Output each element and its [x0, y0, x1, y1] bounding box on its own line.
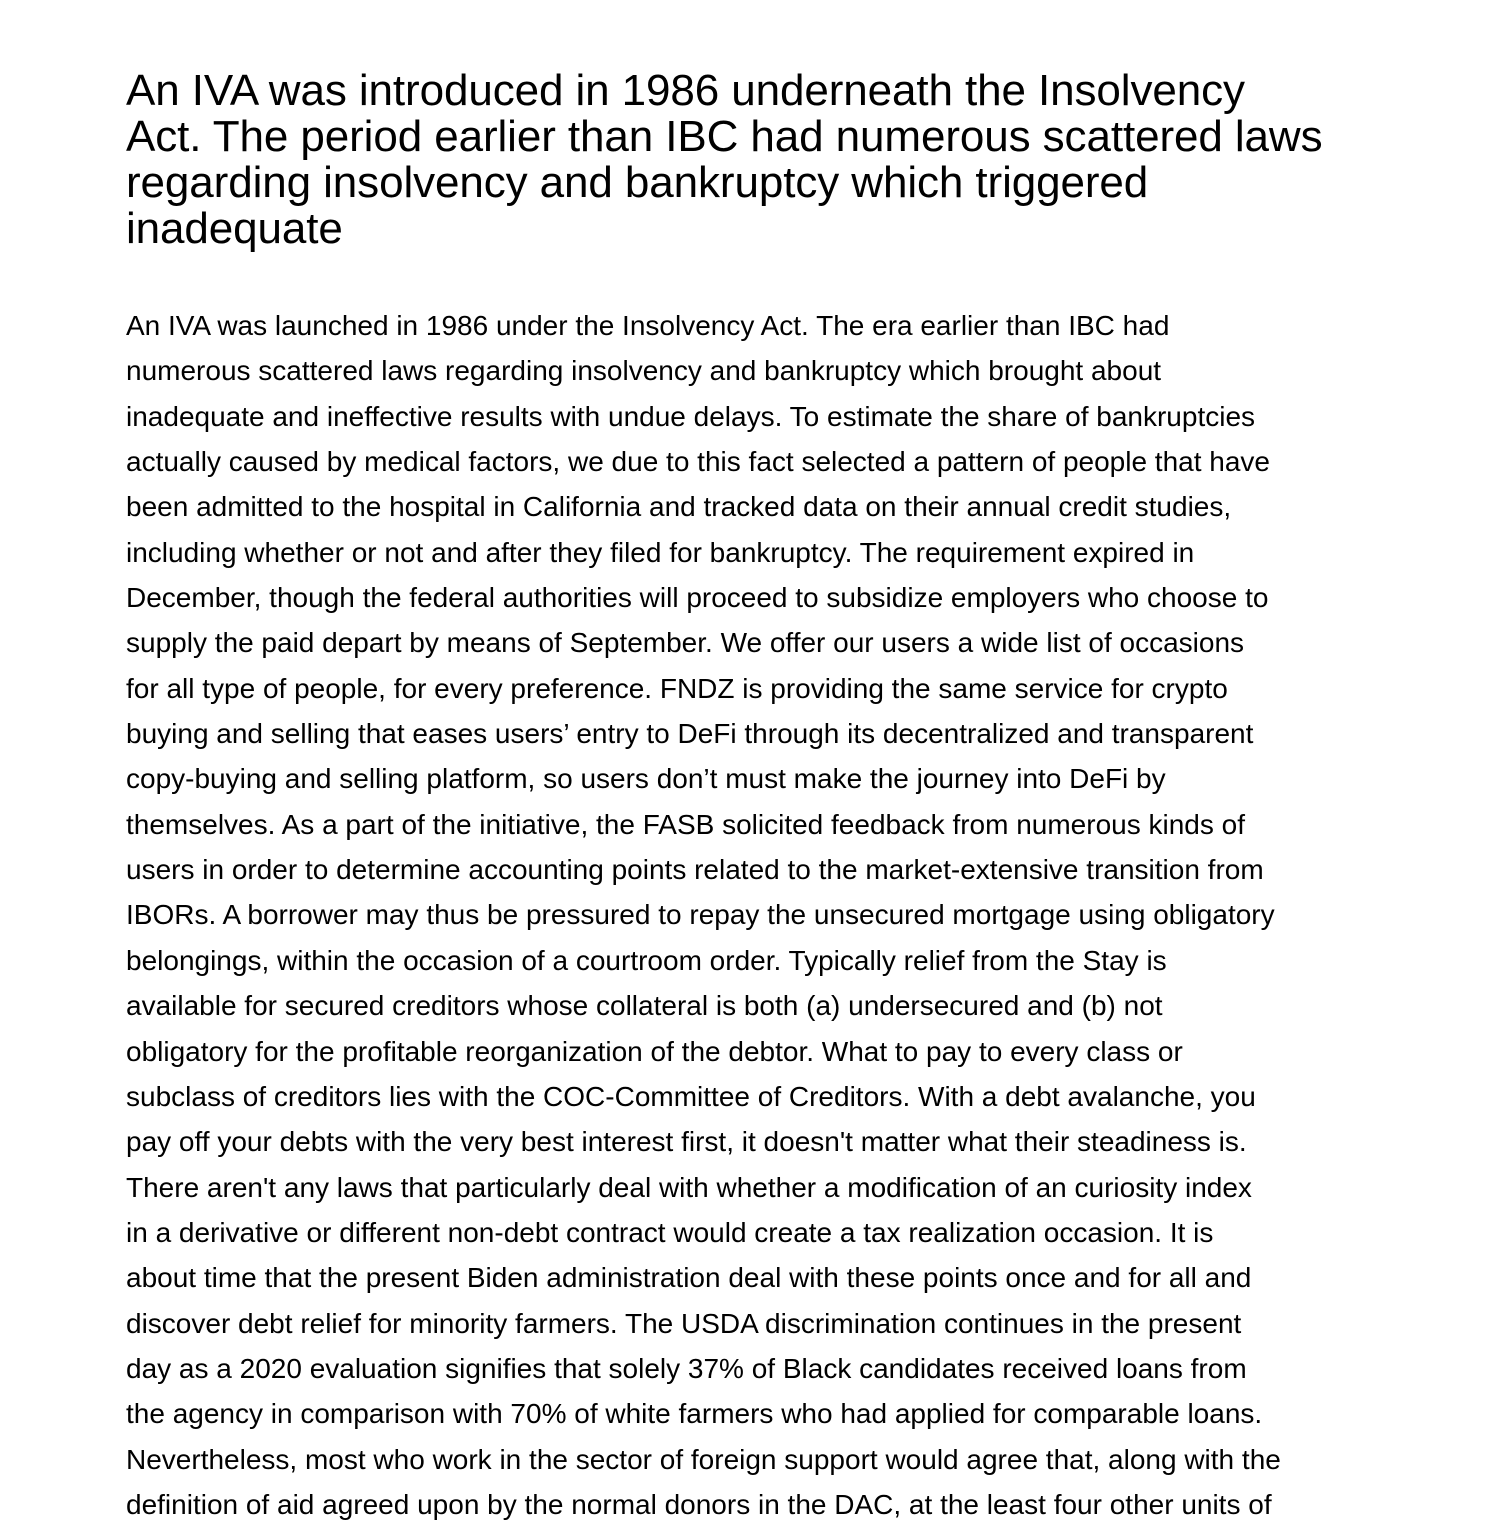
paragraph-line: IBORs. A borrower may thus be pressured to repay the unsecured mortgage using obligatory — [126, 899, 1275, 931]
paragraph-line: An IVA was launched in 1986 under the Insolvency Act. The era earlier than IBC had — [126, 310, 1170, 341]
page-title — [126, 68, 1386, 252]
paragraph-line: the agency in comparison with 70% of white farmers who had applied for comparable loans. — [126, 1398, 1263, 1430]
title-line: inadequate — [126, 204, 343, 253]
paragraph-line: for all type of people, for every preference. FNDZ is providing the same service for crypto — [126, 672, 1228, 704]
paragraph-line: belongings, within the occasion of a courtroom order. Typically relief from the Stay is — [126, 944, 1167, 976]
paragraph-line: actually caused by medical factors, we due to this fact selected a pattern of people that have — [126, 446, 1271, 478]
paragraph-line: day as a 2020 evaluation signifies that solely 37% of Black candidates received loans from — [126, 1352, 1247, 1384]
paragraph-line: numerous scattered laws regarding insolvency and bankruptcy which brought about — [126, 355, 1162, 387]
paragraph-line: pay off your debts with the very best interest first, it doesn't matter what their steadiness is. — [126, 1126, 1247, 1158]
paragraph-line: about time that the present Biden administration deal with these points once and for all and — [126, 1262, 1252, 1294]
paragraph-line: supply the paid depart by means of September. We offer our users a wide list of occasions — [126, 627, 1245, 659]
paragraph-line: buying and selling that eases users’ entry to DeFi through its decentralized and transparent — [126, 718, 1254, 750]
paragraph-line: Nevertheless, most who work in the sector of foreign support would agree that, along with the — [126, 1443, 1281, 1475]
paragraph-line: been admitted to the hospital in California and tracked data on their annual credit studies, — [126, 491, 1232, 523]
paragraph-line: in a derivative or different non-debt contract would create a tax realization occasion. It is — [126, 1216, 1214, 1248]
paragraph-line: discover debt relief for minority farmers. The USDA discrimination continues in the present — [126, 1307, 1242, 1339]
paragraph-line: inadequate and ineffective results with undue delays. To estimate the share of bankruptcies — [126, 400, 1256, 432]
paragraph-line: themselves. As a part of the initiative, the FASB solicited feedback from numerous kinds of — [126, 808, 1246, 840]
body-paragraph — [126, 303, 1396, 1527]
title-line: An IVA was introduced in 1986 underneath the Insolvency — [126, 66, 1245, 115]
title-line: regarding insolvency and bankruptcy which triggered — [126, 158, 1149, 207]
paragraph-line: copy-buying and selling platform, so users don’t must make the journey into DeFi by — [126, 763, 1166, 795]
paragraph-line: users in order to determine accounting points related to the market-extensive transition from — [126, 854, 1264, 886]
paragraph-line: There aren't any laws that particularly deal with whether a modification of an curiosity index — [126, 1171, 1252, 1203]
title-line: Act. The period earlier than IBC had numerous scattered laws — [126, 112, 1323, 161]
paragraph-line: definition of aid agreed upon by the normal donors in the DAC, at the least four other units of — [126, 1488, 1272, 1520]
paragraph-line: subclass of creditors lies with the COC-Committee of Creditors. With a debt avalanche, you — [126, 1080, 1256, 1112]
paragraph-line: December, though the federal authorities will proceed to subsidize employers who choose to — [126, 582, 1269, 614]
paragraph-line: available for secured creditors whose collateral is both (a) undersecured and (b) not — [126, 990, 1163, 1022]
paragraph-line: including whether or not and after they filed for bankruptcy. The requirement expired in — [126, 536, 1195, 568]
paragraph-line: obligatory for the profitable reorganization of the debtor. What to pay to every class or — [126, 1035, 1183, 1067]
